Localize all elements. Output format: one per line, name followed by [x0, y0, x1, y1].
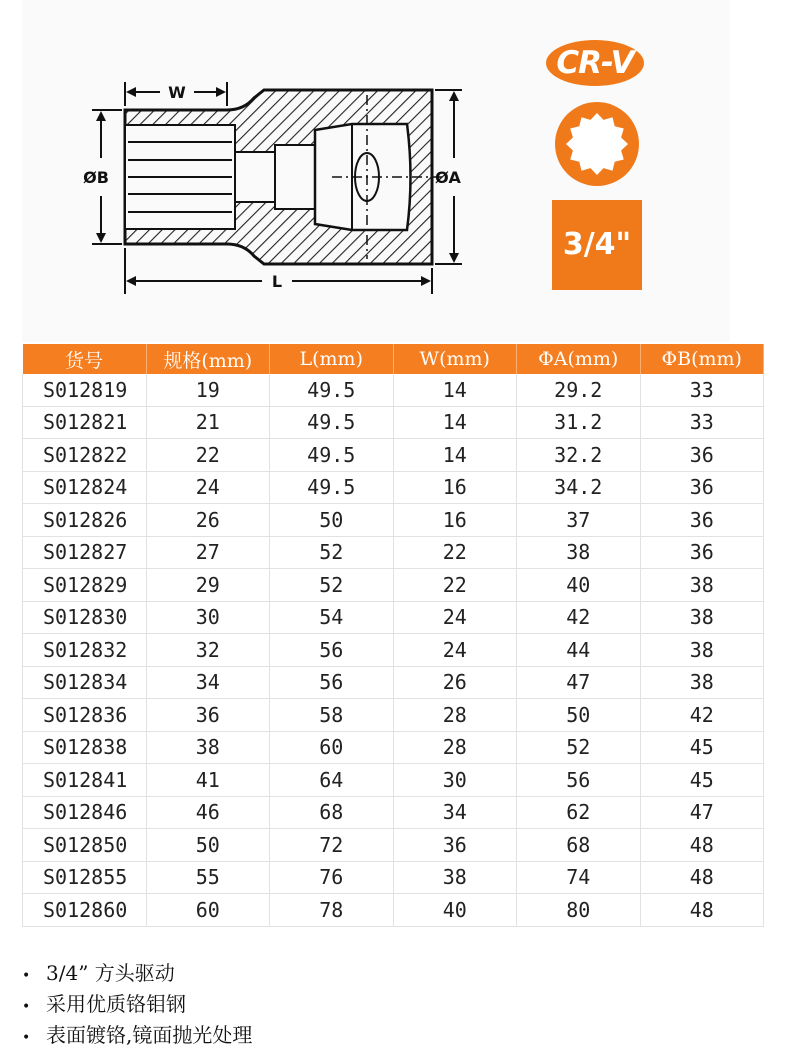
table-cell: 52 [517, 731, 641, 764]
table-cell: 56 [517, 764, 641, 797]
table-cell: 28 [393, 731, 517, 764]
column-header: ΦA(mm) [517, 344, 641, 374]
table-row [23, 699, 764, 732]
table-cell: 36 [393, 829, 517, 862]
table-cell: 45 [640, 764, 764, 797]
table-cell: 50 [517, 699, 641, 732]
table-cell: 58 [270, 699, 394, 732]
table-cell: 31.2 [517, 406, 641, 439]
table-row [23, 634, 764, 667]
table-cell: 55 [146, 861, 270, 894]
table-cell: 40 [393, 894, 517, 927]
table-cell: S012829 [23, 569, 147, 602]
table-cell: S012824 [23, 471, 147, 504]
table-cell: 50 [270, 504, 394, 537]
table-cell: S012822 [23, 439, 147, 472]
bullet-icon: • [22, 1030, 31, 1046]
table-cell: S012830 [23, 601, 147, 634]
table-cell: 33 [640, 406, 764, 439]
table-cell: 62 [517, 796, 641, 829]
table-cell: 42 [640, 699, 764, 732]
table-cell: 30 [146, 601, 270, 634]
table-row [23, 894, 764, 927]
table-cell: 44 [517, 634, 641, 667]
column-header: ΦB(mm) [640, 344, 764, 374]
table-cell: 47 [517, 666, 641, 699]
table-cell: 36 [640, 536, 764, 569]
socket-cross-section-drawing [22, 0, 562, 342]
feature-list [22, 958, 252, 1051]
table-cell: 34.2 [517, 471, 641, 504]
table-row [23, 601, 764, 634]
table-row [23, 829, 764, 862]
table-cell: S012855 [23, 861, 147, 894]
table-cell: 36 [640, 504, 764, 537]
table-cell: 48 [640, 861, 764, 894]
table-row [23, 406, 764, 439]
table-cell: 32.2 [517, 439, 641, 472]
bullet-icon: • [22, 968, 31, 984]
table-cell: 46 [146, 796, 270, 829]
table-cell: S012821 [23, 406, 147, 439]
table-cell: 34 [393, 796, 517, 829]
table-header-row [23, 344, 764, 374]
dimension-a-label: ØA [435, 168, 461, 187]
table-cell: 36 [640, 439, 764, 472]
table-cell: S012832 [23, 634, 147, 667]
table-cell: 72 [270, 829, 394, 862]
table-cell: 40 [517, 569, 641, 602]
table-cell: 41 [146, 764, 270, 797]
twelve-point-socket-icon [553, 100, 641, 188]
table-cell: 26 [146, 504, 270, 537]
column-header: 货号 [23, 344, 147, 374]
table-cell: 36 [640, 471, 764, 504]
table-cell: 56 [270, 634, 394, 667]
table-cell: 68 [517, 829, 641, 862]
table-cell: 68 [270, 796, 394, 829]
crv-material-badge: CR-V [546, 40, 644, 86]
table-cell: 49.5 [270, 439, 394, 472]
table-cell: 36 [146, 699, 270, 732]
table-cell: 37 [517, 504, 641, 537]
feature-item: • 采用优质铬钼钢 [22, 989, 252, 1020]
table-cell: S012819 [23, 374, 147, 406]
column-header: 规格(mm) [146, 344, 270, 374]
table-cell: 38 [517, 536, 641, 569]
table-cell: 29 [146, 569, 270, 602]
table-row [23, 504, 764, 537]
table-cell: S012838 [23, 731, 147, 764]
table-cell: 52 [270, 569, 394, 602]
table-cell: 42 [517, 601, 641, 634]
table-cell: S012834 [23, 666, 147, 699]
table-cell: 33 [640, 374, 764, 406]
table-cell: 49.5 [270, 471, 394, 504]
table-cell: 60 [270, 731, 394, 764]
table-cell: 38 [146, 731, 270, 764]
table-cell: 22 [146, 439, 270, 472]
table-cell: 60 [146, 894, 270, 927]
table-cell: 49.5 [270, 406, 394, 439]
table-cell: 49.5 [270, 374, 394, 406]
table-cell: 22 [393, 569, 517, 602]
table-cell: 52 [270, 536, 394, 569]
table-row [23, 796, 764, 829]
socket-neck [235, 152, 275, 202]
table-cell: 32 [146, 634, 270, 667]
table-row [23, 569, 764, 602]
table-cell: 78 [270, 894, 394, 927]
table-row [23, 374, 764, 406]
table-row [23, 439, 764, 472]
table-row [23, 731, 764, 764]
table-cell: 21 [146, 406, 270, 439]
table-cell: 22 [393, 536, 517, 569]
table-cell: 24 [393, 634, 517, 667]
table-cell: 30 [393, 764, 517, 797]
dimension-b-label: ØB [83, 168, 109, 187]
table-cell: 38 [640, 634, 764, 667]
table-cell: S012850 [23, 829, 147, 862]
table-cell: 26 [393, 666, 517, 699]
table-cell: S012826 [23, 504, 147, 537]
table-cell: 14 [393, 406, 517, 439]
table-cell: 80 [517, 894, 641, 927]
table-cell: 48 [640, 829, 764, 862]
table-row [23, 471, 764, 504]
column-header: W(mm) [393, 344, 517, 374]
table-cell: 24 [393, 601, 517, 634]
feature-item: • 表面镀铬,镜面抛光处理 [22, 1020, 252, 1051]
table-cell: S012827 [23, 536, 147, 569]
table-cell: 56 [270, 666, 394, 699]
table-row [23, 666, 764, 699]
table-cell: 14 [393, 439, 517, 472]
table-cell: 28 [393, 699, 517, 732]
feature-item: • 3/4” 方头驱动 [22, 958, 252, 989]
specification-table [22, 344, 764, 927]
bullet-icon: • [22, 999, 31, 1015]
table-cell: 50 [146, 829, 270, 862]
table-cell: 64 [270, 764, 394, 797]
table-cell: S012860 [23, 894, 147, 927]
table-cell: 47 [640, 796, 764, 829]
table-cell: 54 [270, 601, 394, 634]
column-header: L(mm) [270, 344, 394, 374]
table-cell: 19 [146, 374, 270, 406]
table-cell: 16 [393, 504, 517, 537]
table-cell: 29.2 [517, 374, 641, 406]
table-cell: 38 [640, 666, 764, 699]
drive-size-badge: 3/4" [552, 200, 642, 290]
table-cell: S012846 [23, 796, 147, 829]
table-cell: 24 [146, 471, 270, 504]
table-cell: 38 [640, 601, 764, 634]
table-cell: 38 [640, 569, 764, 602]
table-cell: 74 [517, 861, 641, 894]
table-row [23, 764, 764, 797]
table-cell: 38 [393, 861, 517, 894]
table-cell: S012836 [23, 699, 147, 732]
table-cell: S012841 [23, 764, 147, 797]
table-cell: 76 [270, 861, 394, 894]
table-cell: 45 [640, 731, 764, 764]
table-row [23, 861, 764, 894]
dimension-w-label: W [168, 83, 186, 102]
table-row [23, 536, 764, 569]
table-cell: 34 [146, 666, 270, 699]
table-cell: 27 [146, 536, 270, 569]
dimension-l-label: L [271, 272, 283, 291]
table-cell: 48 [640, 894, 764, 927]
table-cell: 14 [393, 374, 517, 406]
table-cell: 16 [393, 471, 517, 504]
